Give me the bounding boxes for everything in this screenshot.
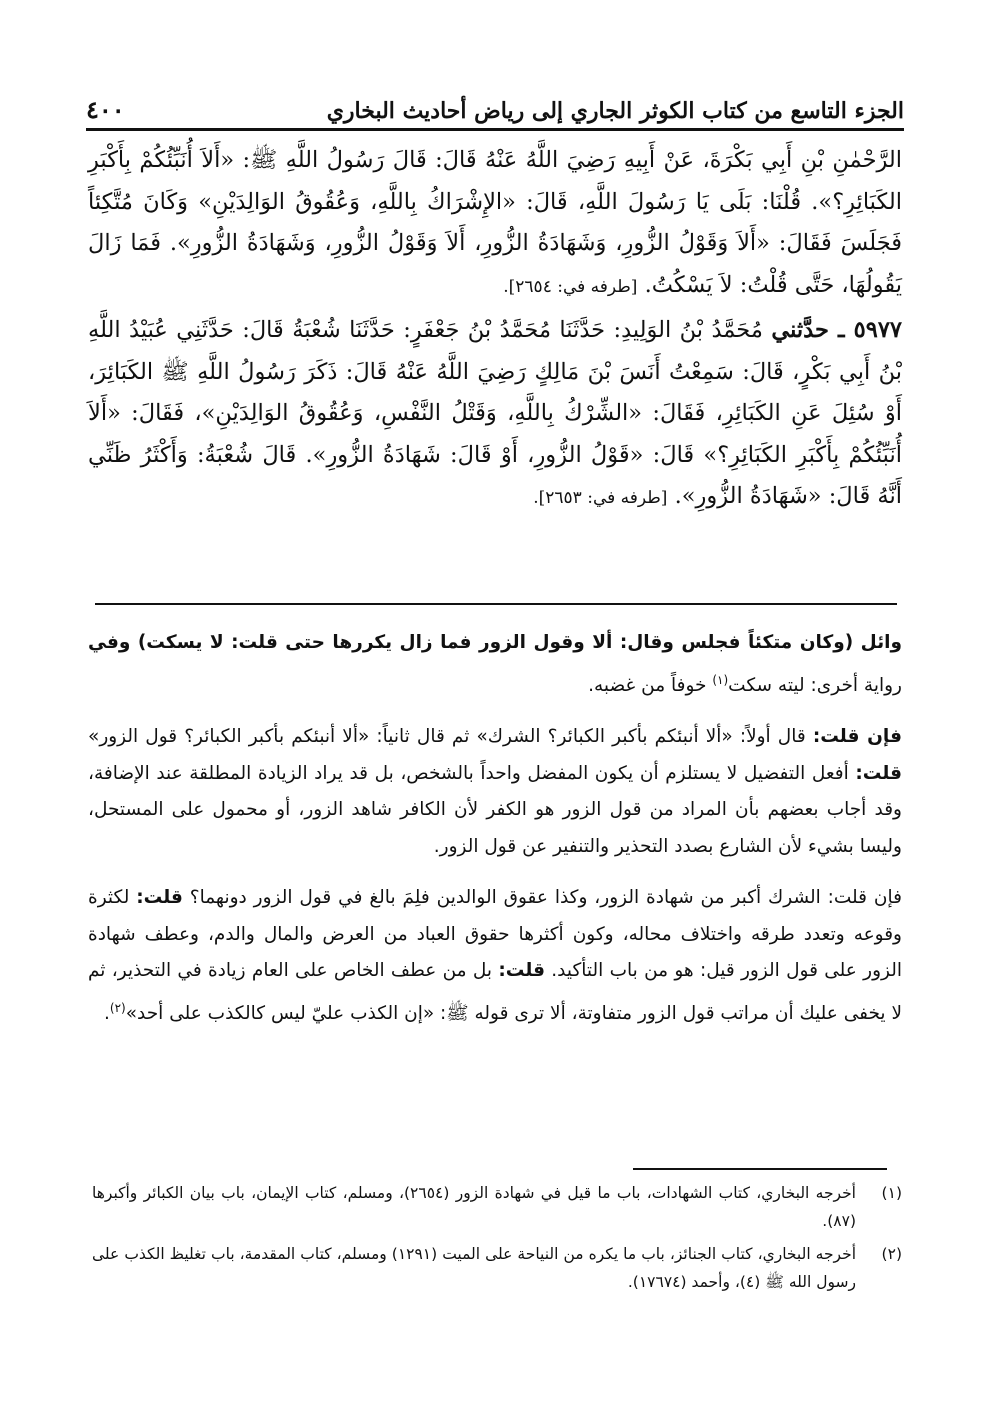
- hadith-5977: [88, 310, 902, 520]
- answer-marker: قلت:: [855, 762, 902, 784]
- section-divider: [95, 603, 897, 605]
- hadith-5976-end: [88, 140, 902, 308]
- footnote-marker-1[interactable]: (١): [712, 672, 729, 687]
- commentary-block: [88, 625, 902, 1032]
- commentary-text: بل من عطف الخاص على العام زيادة في التحذير، ثم لا يخفى عليك أن مراتب قول الزور متفاوتة، ألا ترى قوله ﷺ: «إن الكذب عليّ ليس كالكذب على أحد»: [88, 960, 902, 1024]
- footnote-text: أخرجه البخاري، كتاب الشهادات، باب ما قيل في شهادة الزور (٢٦٥٤)، ومسلم، كتاب الإيمان، باب بيان الكبائر وأكبرها (٨٧).: [92, 1184, 856, 1230]
- commentary-text: لكثرة وقوعه وتعدد طرقه واختلاف محاله، وكون أكثرها حقوق العباد من العرض والمال والدم، وعطف شهادة الزور على قول الزور قيل: هو من باب التأكيد.: [88, 887, 902, 982]
- page-header: [86, 84, 904, 124]
- footnote-1: [92, 1180, 902, 1235]
- commentary-text: رواية أخرى: ليته سكت: [728, 674, 902, 696]
- hadith-5976-text: الرَّحْمٰنِ بْنِ أَبِي بَكْرَةَ، عَنْ أَبِيهِ رَضِيَ اللَّهُ عَنْهُ قَالَ: قَالَ رَسُولُ اللَّهِ ﷺ: «أَلاَ أُنَبِّئُكُمْ بِأَكْبَرِ الكَبَائِرِ؟». قُلْنَا: بَلَى يَا رَسُولَ اللَّهِ، قَالَ: «الإِشْرَاكُ بِاللَّهِ، وَعُقُوقُ الوَالِدَيْنِ» وَكَانَ مُتَّكِئاً فَجَلَسَ فَقَالَ: «أَلاَ وَقَوْلُ الزُّورِ، وَشَهَادَةُ الزُّورِ، أَلاَ وَقَوْلُ الزُّورِ، وَشَهَادَةُ الزُّورِ». فَمَا زَالَ يَقُولُهَا، حَتَّى قُلْتُ: لاَ يَسْكُتُ.: [88, 147, 902, 298]
- footnote-marker-2[interactable]: (٢): [109, 1000, 126, 1015]
- footnote-rule: [633, 1168, 887, 1170]
- hadith-block: [88, 140, 902, 520]
- footnote-number: (٢): [881, 1245, 902, 1263]
- commentary-text: .: [103, 1002, 110, 1024]
- hadith-5977-ref: [طرفه في: ٢٦٥٣].: [533, 488, 668, 508]
- running-title: الجزء التاسع من كتاب الكوثر الجاري إلى رياض أحاديث البخاري: [326, 98, 904, 124]
- answer-marker: قلت:: [498, 960, 545, 982]
- header-rule: [86, 128, 904, 131]
- page-number: ٤٠٠: [86, 95, 125, 124]
- commentary-paragraph-3: [88, 880, 902, 1032]
- commentary-text: فإن قلت: الشرك أكبر من شهادة الزور، وكذا عقوق الوالدين فلِمَ بالغ في قول الزور دونهما؟: [182, 887, 902, 909]
- commentary-paragraph-2: [88, 719, 902, 865]
- commentary-text: خوفاً من غضبه.: [588, 674, 713, 696]
- commentary-text: قال أولاً: «ألا أنبئكم بأكبر الكبائر؟ الشرك» ثم قال ثانياً: «ألا أنبئكم بأكبر الكبائر؟ قول الزور»: [88, 726, 813, 748]
- footnote-number: (١): [881, 1184, 902, 1202]
- hadith-5977-lead: ٥٩٧٧ ـ حدَّثني: [771, 317, 903, 343]
- commentary-text: أفعل التفضيل لا يستلزم أن يكون المفضل واحداً بالشخص، بل قد يراد الزيادة المطلقة عند الإضافة، وقد أجاب بعضهم بأن المراد من قول الزور هو الكفر لأن الكافر شاهد الزور، أو محمول على المستحل، وليسا بشيء لأن الشارع بصدد التحذير والتنفير عن قول الزور.: [88, 762, 902, 857]
- quoted-phrase: وائل (وكان متكئاً فجلس وقال: ألا وقول الزور فما زال يكررها حتى قلت: لا يسكت) وفي: [88, 632, 902, 653]
- footnote-text: أخرجه البخاري، كتاب الجنائز، باب ما يكره من النياحة على الميت (١٢٩١) ومسلم، كتاب المقدمة، باب تغليظ الكذب على رسول الله ﷺ (٤)، وأحمد (١٧٦٧٤).: [92, 1245, 856, 1291]
- hadith-5977-text: مُحَمَّدُ بْنُ الوَلِيدِ: حَدَّثَنَا مُحَمَّدُ بْنُ جَعْفَرٍ: حَدَّثَنَا شُعْبَةُ قَالَ: حَدَّثَنِي عُبَيْدُ اللَّهِ بْنُ أَبِي بَكْرٍ، قَالَ: سَمِعْتُ أَنَسَ بْنَ مَالِكٍ رَضِيَ اللَّهُ عَنْهُ قَالَ: ذَكَرَ رَسُولُ اللَّهِ ﷺ الكَبَائِرَ، أَوْ سُئِلَ عَنِ الكَبَائِرِ، فَقَالَ: «الشِّرْكُ بِاللَّهِ، وَقَتْلُ النَّفْسِ، وَعُقُوقُ الوَالِدَيْنِ»، فَقَالَ: «أَلاَ أُنَبِّئُكُمْ بِأَكْبَرِ الكَبَائِرِ؟» قَالَ: «قَوْلُ الزُّورِ، أَوْ قَالَ: شَهَادَةُ الزُّورِ». قَالَ شُعْبَةُ: وَأَكْثَرُ ظَنِّي أَنَّهُ قَالَ: «شَهَادَةُ الزُّورِ».: [88, 317, 902, 509]
- question-marker: فإن قلت:: [812, 726, 902, 748]
- commentary-paragraph-1: [88, 625, 902, 704]
- hadith-5976-ref: [طرفه في: ٢٦٥٤].: [503, 276, 638, 297]
- footnotes: [92, 1180, 902, 1302]
- answer-marker: قلت:: [136, 887, 183, 909]
- footnote-2: [92, 1241, 902, 1296]
